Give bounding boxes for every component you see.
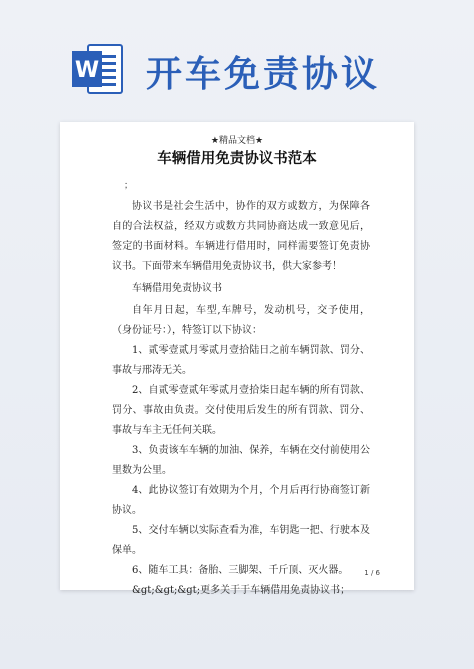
document-body bbox=[112, 197, 370, 601]
clause-2: 2、自贰零壹贰年零贰月壹拾柒日起车辆的所有罚款、罚分、事故由负责。交付使用后发生的所有罚款、罚分、事故与车主无任何关联。 bbox=[112, 385, 370, 436]
more-link[interactable]: &gt;&gt;&gt;更多关于于车辆借用免责协议书； bbox=[132, 585, 351, 596]
document-title: 车辆借用免责协议书范本 bbox=[157, 151, 317, 167]
clause-5: 5、交付车辆以实际查看为准，车钥匙一把、行驶本及保单。 bbox=[112, 525, 370, 556]
svg-text:W: W bbox=[74, 58, 100, 83]
intro-paragraph: 协议书是社会生活中，协作的双方或数方，为保障各自的合法权益，经双方或数方共同协商达成一致意见后，签定的书面材料。车辆进行借用时，同样需要签订免责协议书。下面带来车辆借用免责协议书，供大家参考！ bbox=[112, 201, 370, 272]
agreement-paragraph: 自年月日起，车型,车牌号，发动机号，交予使用，（身份证号：），特签订以下协议： bbox=[112, 305, 370, 336]
quality-tag: ★精品文档★ bbox=[210, 136, 264, 146]
stray-semicolon: ； bbox=[124, 181, 134, 191]
word-document-icon bbox=[70, 41, 124, 97]
clause-6: 6、随车工具：备胎、三脚架、千斤顶、灭火器。 bbox=[132, 565, 349, 576]
clause-1: 1、贰零壹贰月零贰月壹拾陆日之前车辆罚款、罚分、事故与邢涛无关。 bbox=[112, 345, 370, 376]
clause-3: 3、负责该车车辆的加油、保养，车辆在交付前使用公里数为公里。 bbox=[112, 445, 370, 476]
section-heading: 车辆借用免责协议书 bbox=[132, 283, 222, 294]
banner bbox=[0, 0, 474, 110]
document-page bbox=[60, 122, 414, 596]
page-number: 1 / 6 bbox=[364, 569, 380, 577]
clause-4: 4、此协议签订有效期为个月，个月后再行协商签订新协议。 bbox=[112, 485, 370, 516]
banner-title: 开车免责协议 bbox=[146, 54, 381, 95]
